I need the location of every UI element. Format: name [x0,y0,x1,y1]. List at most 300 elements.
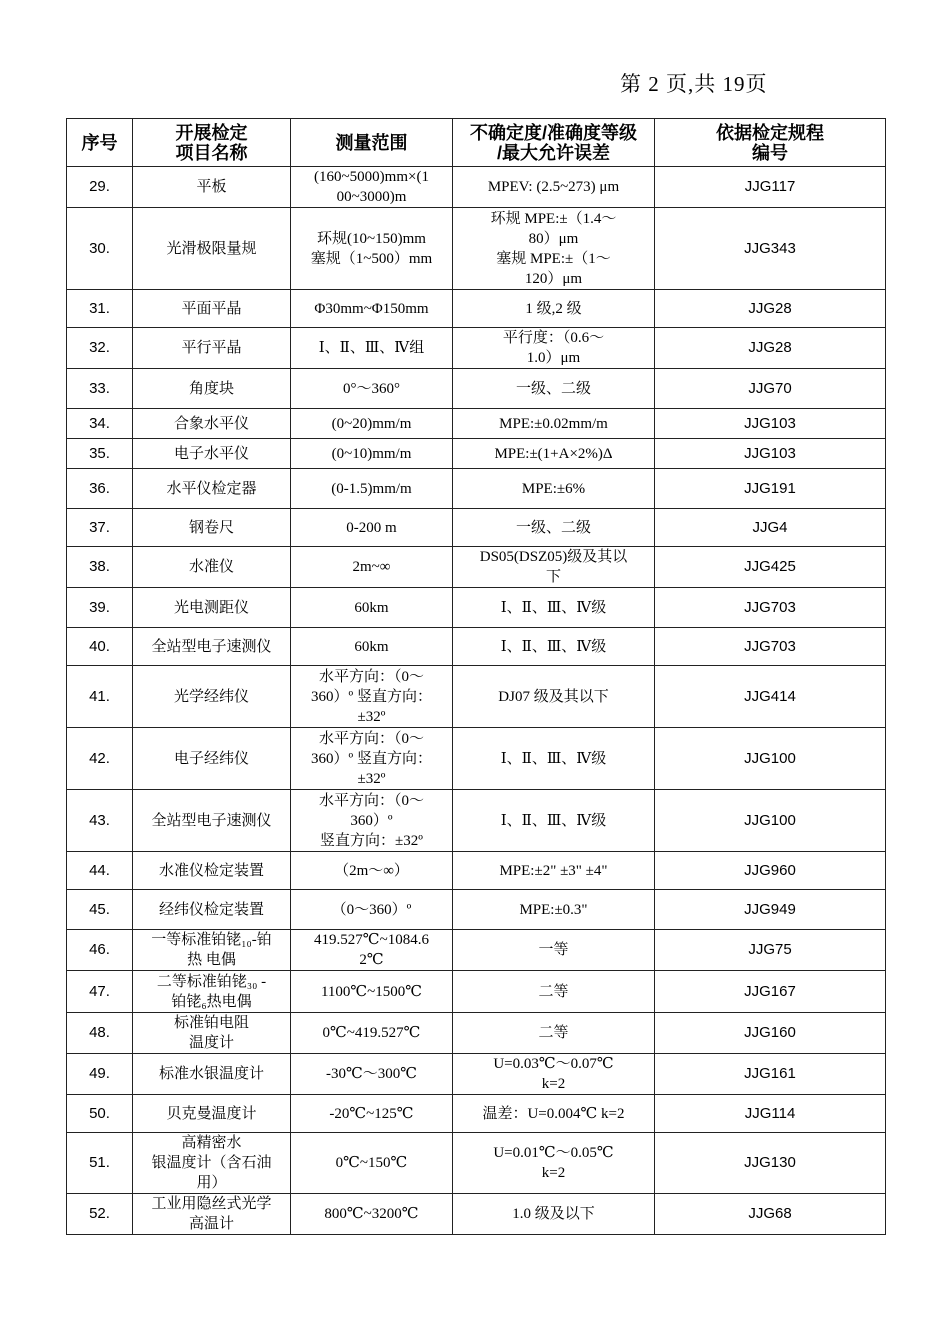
table-header-row [67,119,886,167]
row-range-line: 水平方向：（0～ [318,792,424,809]
table-row [67,890,886,930]
row-uncertainty-line: 二等 [538,1025,569,1041]
row-standard [655,971,886,1013]
row-uncertainty-line: MPE:±0.02mm/m [499,415,608,432]
table-row [67,666,886,728]
row-seq-line: 30. [89,239,110,257]
header-line: 依据检定规程 [716,122,824,143]
row-range-line: 2℃ [359,952,384,968]
row-standard [655,328,886,369]
row-uncertainty-line: 一级、二级 [515,519,591,536]
row-uncertainty [453,790,655,852]
row-standard [655,728,886,790]
row-uncertainty [453,666,655,728]
row-standard-line: JJG130 [744,1154,796,1171]
row-standard [655,890,886,930]
row-range-line: Φ30mm~Φ150mm [314,300,429,317]
row-uncertainty-line: Ⅰ、Ⅱ、Ⅲ、Ⅳ级 [500,599,607,616]
table-row [67,469,886,509]
row-name [133,1133,291,1194]
row-standard-line: JJG191 [744,479,796,497]
row-uncertainty [453,1133,655,1194]
row-name-line: 水准仪 [188,559,234,575]
header-name [133,119,291,167]
row-seq [67,1013,133,1054]
row-range-line: 塞规（1~500）mm [310,250,433,267]
row-seq-line: 51. [89,1154,110,1171]
row-uncertainty-line: DS05(DSZ05)级及其以 [479,549,628,565]
row-range [291,588,453,628]
row-uncertainty-line: Ⅰ、Ⅱ、Ⅲ、Ⅳ级 [500,750,607,767]
row-name-line: 电子经纬仪 [173,750,249,767]
table-row [67,1194,886,1235]
row-seq [67,328,133,369]
row-standard-line: JJG4 [752,518,788,536]
row-uncertainty [453,208,655,290]
row-seq [67,469,133,509]
row-range [291,852,453,890]
row-seq [67,547,133,588]
row-name [133,167,291,208]
row-standard [655,628,886,666]
row-uncertainty [453,1194,655,1235]
table-row [67,971,886,1013]
row-name [133,369,291,409]
row-uncertainty [453,1013,655,1054]
row-seq [67,628,133,666]
row-seq-line: 42. [89,749,110,767]
row-name-line: 工业用隐丝式光学 [151,1196,272,1212]
row-range [291,1133,453,1194]
row-uncertainty-line: MPEV: (2.5~273) μm [487,179,620,195]
row-name-line: 平行平晶 [181,340,242,356]
row-name-line: 铂铑₆热电偶 [171,993,252,1010]
row-range-line: Ⅰ、Ⅱ、Ⅲ、Ⅳ组 [318,340,425,356]
row-seq-line: 37. [89,518,110,536]
row-uncertainty-line: MPE:±0.3" [519,901,588,918]
header-line: 不确定度/准确度等级 [469,122,637,143]
table-row [67,208,886,290]
row-uncertainty [453,469,655,509]
row-range [291,930,453,971]
row-seq [67,852,133,890]
header-uncertainty [453,119,655,167]
table-row [67,790,886,852]
row-name [133,588,291,628]
row-standard [655,790,886,852]
table-row [67,409,886,439]
row-standard [655,930,886,971]
header-seq [67,119,133,167]
row-range-line: 360）º [350,812,393,829]
row-range [291,628,453,666]
row-uncertainty-line: k=2 [541,1076,566,1092]
row-range-line: -20℃~125℃ [329,1105,414,1122]
table-row [67,628,886,666]
row-seq [67,930,133,971]
row-range [291,509,453,547]
row-range [291,469,453,509]
row-range-line: 环规(10~150)mm [317,230,426,247]
header-line: 序号 [81,132,118,153]
row-uncertainty-line: 一等 [538,942,569,958]
row-seq [67,208,133,290]
row-standard-line: JJG68 [748,1205,792,1222]
row-range [291,1054,453,1095]
row-standard-line: JJG414 [744,687,796,705]
row-seq-line: 41. [89,687,110,705]
row-seq [67,167,133,208]
row-name-line: 平板 [196,179,227,195]
row-name [133,290,291,328]
row-seq-line: 50. [89,1104,110,1122]
row-range-line: 2m~∞ [352,559,391,575]
row-uncertainty-line: MPE:±(1+A×2%)Δ [494,445,613,462]
row-range-line: 0℃~150℃ [335,1155,408,1171]
row-range [291,890,453,930]
header-standard [655,119,886,167]
row-uncertainty-line: MPE:±2" ±3" ±4" [499,862,608,879]
row-range-line: (0-1.5)mm/m [331,480,412,497]
row-standard-line: JJG100 [744,811,796,829]
row-name-line: 贝克曼温度计 [166,1105,257,1122]
table-row [67,328,886,369]
row-range [291,167,453,208]
row-seq-line: 49. [89,1065,110,1082]
row-seq-line: 35. [89,444,110,462]
row-seq-line: 33. [89,379,110,397]
row-standard-line: JJG960 [744,861,796,879]
row-name-line: 钢卷尺 [188,519,234,536]
row-uncertainty-line: 一级、二级 [515,380,591,397]
row-uncertainty [453,328,655,369]
row-standard [655,588,886,628]
row-seq [67,1054,133,1095]
row-uncertainty [453,369,655,409]
row-standard-line: JJG703 [744,637,796,655]
table-row [67,588,886,628]
row-uncertainty [453,971,655,1013]
row-name-line: 角度块 [188,380,234,397]
row-seq [67,369,133,409]
row-uncertainty-line: Ⅰ、Ⅱ、Ⅲ、Ⅳ级 [500,812,607,829]
row-standard-line: JJG161 [744,1065,796,1082]
row-range [291,666,453,728]
row-uncertainty-line: 120）μm [524,270,583,287]
row-range-line: 水平方向：（0～ [318,730,424,747]
row-name [133,790,291,852]
row-range-line: 800℃~3200℃ [324,1206,419,1222]
row-range [291,439,453,469]
row-seq-line: 47. [89,982,110,1000]
row-name-line: 全站型电子速测仪 [151,812,272,829]
row-seq [67,1095,133,1133]
row-range [291,208,453,290]
table-row [67,547,886,588]
row-standard [655,1095,886,1133]
row-range-line: (0~20)mm/m [331,415,412,432]
table-row [67,852,886,890]
table-row [67,1095,886,1133]
row-seq [67,588,133,628]
row-standard-line: JJG703 [744,598,796,616]
row-name-line: 高精密水 [181,1135,242,1151]
table-row [67,728,886,790]
row-range-line: (0~10)mm/m [331,445,412,462]
row-seq-line: 39. [89,598,110,616]
row-standard [655,469,886,509]
table-row [67,509,886,547]
row-range-line: 0°～360° [343,380,400,397]
row-range-line: 60km [354,599,389,616]
row-seq [67,509,133,547]
row-seq [67,439,133,469]
row-standard-line: JJG114 [744,1104,796,1122]
row-uncertainty-line: 1.0 级及以下 [512,1206,595,1222]
table-row [67,1013,886,1054]
row-name-line: 银温度计（含石油 [151,1155,272,1171]
row-uncertainty-line: 温差：U=0.004℃ k=2 [482,1105,625,1122]
row-standard [655,666,886,728]
table-row [67,1054,886,1095]
row-uncertainty [453,628,655,666]
row-name [133,409,291,439]
row-seq-line: 32. [89,339,110,356]
row-standard-line: JJG103 [744,414,796,432]
row-name [133,1013,291,1054]
header-line: 编号 [752,142,788,163]
row-standard [655,167,886,208]
row-standard-line: JJG103 [744,444,796,462]
row-name [133,852,291,890]
row-uncertainty-line: 80）μm [528,230,579,247]
row-range [291,290,453,328]
row-seq-line: 31. [89,299,110,317]
row-range-line: -30℃～300℃ [325,1066,418,1082]
row-uncertainty-line: 平行度：（0.6～ [502,330,605,346]
row-range [291,1095,453,1133]
row-range-line: (160~5000)mm×(1 [314,169,429,185]
row-seq-line: 40. [89,637,110,655]
row-range [291,728,453,790]
row-name-line: 标准铂电阻 [173,1015,249,1031]
row-standard [655,439,886,469]
row-standard [655,1194,886,1235]
page-number: 第 2 页,共 19页 [620,72,768,96]
row-name-line: 光学经纬仪 [173,688,249,705]
row-uncertainty [453,852,655,890]
table-row [67,290,886,328]
table-row [67,369,886,409]
row-name [133,1095,291,1133]
row-seq-line: 46. [89,941,110,958]
row-name [133,208,291,290]
row-seq-line: 43. [89,811,110,829]
row-standard-line: JJG75 [748,941,792,958]
row-seq-line: 45. [89,900,110,918]
table-row [67,167,886,208]
calibration-table [66,118,886,1235]
row-uncertainty [453,930,655,971]
row-standard [655,409,886,439]
row-standard-line: JJG28 [748,339,792,356]
table-body [67,167,886,1235]
row-standard [655,509,886,547]
row-name [133,666,291,728]
row-standard-line: JJG167 [744,982,796,1000]
row-standard [655,852,886,890]
row-name-line: 全站型电子速测仪 [151,638,272,655]
row-standard-line: JJG425 [744,558,796,575]
row-uncertainty-line: U=0.01℃～0.05℃ [493,1145,614,1161]
row-name [133,328,291,369]
row-seq-line: 34. [89,414,110,432]
row-seq-line: 52. [89,1205,110,1222]
row-name [133,547,291,588]
row-range-line: 竖直方向：±32º [320,832,423,849]
table-row [67,930,886,971]
row-range [291,547,453,588]
row-uncertainty [453,728,655,790]
row-uncertainty-line: 1.0）μm [526,350,581,366]
row-range [291,328,453,369]
row-range-line: 0℃~419.527℃ [322,1025,421,1041]
row-name [133,1194,291,1235]
row-uncertainty [453,1054,655,1095]
row-name [133,439,291,469]
row-seq [67,971,133,1013]
row-range-line: 1100℃~1500℃ [320,983,423,1000]
row-name [133,469,291,509]
row-seq [67,1133,133,1194]
row-uncertainty-line: MPE:±6% [521,480,586,497]
row-range-line: 00~3000)m [336,189,407,205]
row-uncertainty [453,409,655,439]
row-uncertainty [453,890,655,930]
row-uncertainty [453,167,655,208]
row-name-line: 一等标准铂铑₁₀-铂 [151,932,272,948]
row-range-line: 水平方向：（0～ [318,668,424,685]
row-uncertainty-line: k=2 [541,1165,566,1181]
row-name-line: 光电测距仪 [173,599,249,616]
row-range-line: ±32º [357,708,386,725]
row-name-line: 水平仪检定器 [166,480,257,497]
header-line: 项目名称 [175,142,248,163]
row-name [133,628,291,666]
row-range-line: （0～360）º [331,901,412,918]
row-name [133,728,291,790]
row-standard [655,1133,886,1194]
row-uncertainty-line: 塞规 MPE:±（1～ [496,250,611,267]
row-standard-line: JJG100 [744,749,796,767]
row-name-line: 高温计 [188,1216,234,1232]
row-seq-line: 29. [89,178,110,195]
row-name-line: 用） [196,1175,227,1191]
row-name [133,890,291,930]
row-name-line: 热 电偶 [187,952,236,968]
row-uncertainty [453,439,655,469]
row-uncertainty [453,588,655,628]
row-range-line: 419.527℃~1084.6 [314,932,429,948]
row-name-line: 标准水银温度计 [158,1066,264,1082]
row-seq-line: 44. [89,861,110,879]
row-name [133,509,291,547]
row-seq-line: 38. [89,558,110,575]
row-name [133,930,291,971]
row-uncertainty-line: 二等 [538,983,569,1000]
row-standard [655,547,886,588]
row-name-line: 二等标准铂铑₃₀ - [156,973,267,990]
row-standard [655,369,886,409]
row-range-line: 360）º 竖直方向： [311,750,432,767]
row-range [291,409,453,439]
header-line: 测量范围 [335,132,408,153]
row-name-line: 经纬仪检定装置 [158,901,264,918]
row-name-line: 温度计 [188,1035,234,1051]
row-uncertainty-line: 下 [545,569,561,585]
row-name-line: 平面平晶 [181,300,242,317]
row-uncertainty-line: Ⅰ、Ⅱ、Ⅲ、Ⅳ级 [500,638,607,655]
row-name-line: 水准仪检定装置 [158,862,264,879]
row-uncertainty [453,509,655,547]
row-name-line: 合象水平仪 [173,415,249,432]
row-standard-line: JJG343 [744,239,796,257]
row-range-line: ±32º [357,770,386,787]
header-line: 开展检定 [175,122,248,143]
table-row [67,1133,886,1194]
row-seq [67,1194,133,1235]
row-range [291,1013,453,1054]
row-range-line: （2m～∞） [334,862,409,879]
row-range [291,971,453,1013]
row-uncertainty [453,547,655,588]
row-uncertainty-line: 1 级,2 级 [525,300,582,317]
header-range [291,119,453,167]
row-range-line: 0-200 m [346,519,397,536]
row-seq [67,290,133,328]
row-standard-line: JJG70 [748,379,792,397]
table-row [67,439,886,469]
row-standard [655,208,886,290]
row-seq [67,790,133,852]
row-uncertainty [453,1095,655,1133]
row-name-line: 光滑极限量规 [166,240,257,257]
row-seq [67,409,133,439]
row-seq [67,728,133,790]
row-standard [655,1054,886,1095]
row-name [133,1054,291,1095]
row-seq [67,666,133,728]
row-name [133,971,291,1013]
row-range-line: 360）º 竖直方向： [311,688,432,705]
row-range [291,1194,453,1235]
row-standard [655,1013,886,1054]
row-standard-line: JJG117 [744,178,796,195]
row-range [291,790,453,852]
row-standard-line: JJG160 [744,1024,796,1041]
row-standard-line: JJG949 [744,900,796,918]
row-standard [655,290,886,328]
row-range-line: 60km [354,638,389,655]
row-seq [67,890,133,930]
row-uncertainty-line: U=0.03℃～0.07℃ [493,1056,614,1072]
row-uncertainty-line: 环规 MPE:±（1.4～ [490,210,617,227]
row-seq-line: 48. [89,1024,110,1041]
header-line: /最大允许误差 [496,142,610,163]
row-name-line: 电子水平仪 [173,445,249,462]
row-uncertainty-line: DJ07 级及其以下 [498,688,609,705]
row-uncertainty [453,290,655,328]
